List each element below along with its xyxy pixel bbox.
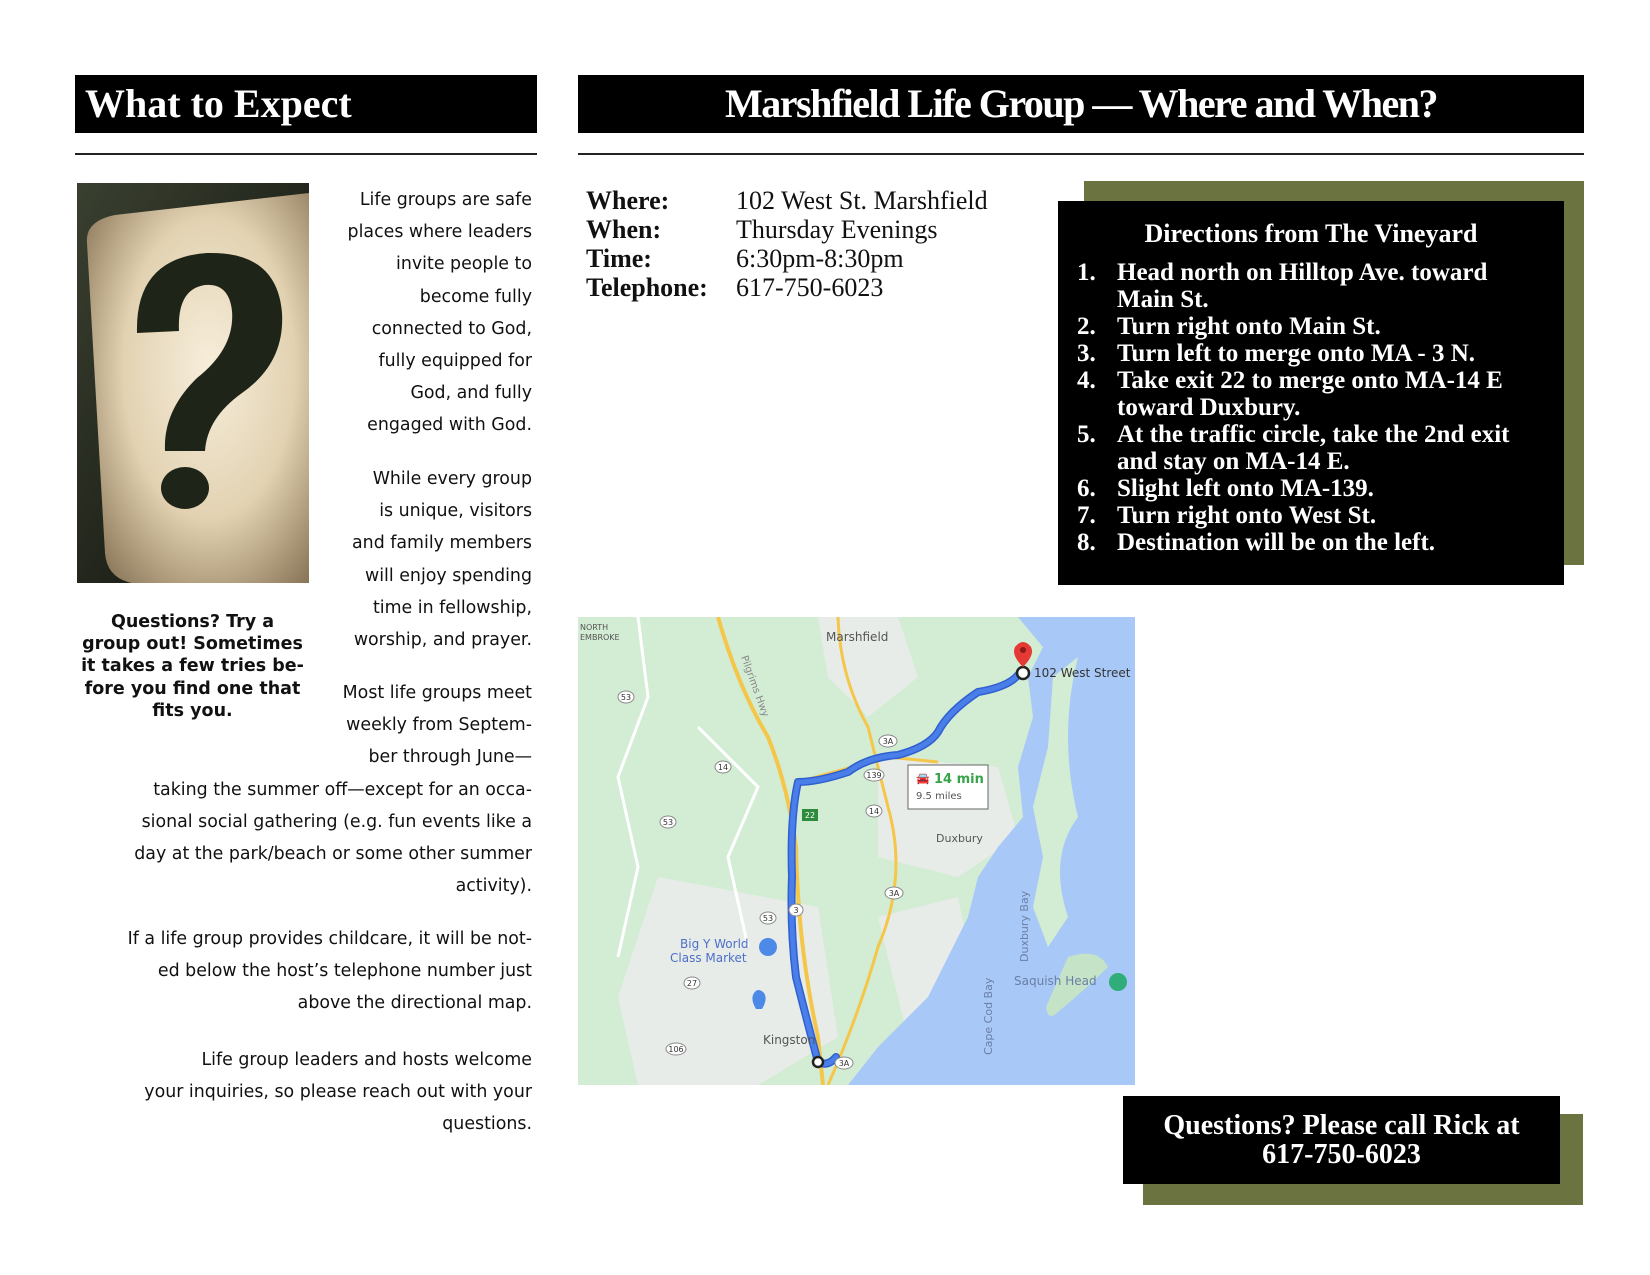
where-value: 102 West St. Marshfield xyxy=(736,186,988,215)
question-box xyxy=(1123,1096,1560,1184)
directions-list xyxy=(1077,259,1547,556)
direction-step xyxy=(1077,367,1547,421)
map-label-cape-cod-bay: Cape Cod Bay xyxy=(982,977,995,1055)
text-line: worship, and prayer. xyxy=(353,630,532,651)
where-when-header xyxy=(578,75,1584,133)
step-text: Take exit 22 to merge onto MA-14 E xyxy=(1117,367,1503,394)
step-text: Turn right onto Main St. xyxy=(1117,313,1381,340)
text-line: weekly from Septem- xyxy=(346,715,532,736)
shield-53: 53 xyxy=(620,693,632,702)
text-line: engaged with God. xyxy=(367,415,532,436)
step-number: 2. xyxy=(1077,313,1096,340)
car-icon: 🚘 xyxy=(916,772,930,785)
step-number: 8. xyxy=(1077,529,1096,556)
map-label-duxbury: Duxbury xyxy=(936,832,983,845)
what-to-expect-header xyxy=(75,75,537,133)
paragraph-2 xyxy=(317,463,532,656)
text-line: questions. xyxy=(442,1114,532,1135)
directions-box xyxy=(1058,201,1564,585)
text-line: Life groups are safe xyxy=(359,190,532,210)
map-label-saquish: Saquish Head xyxy=(1014,974,1097,988)
direction-step xyxy=(1077,421,1547,475)
shield-14: 14 xyxy=(717,763,729,772)
when-label: When: xyxy=(586,215,662,244)
text-line: day at the park/beach or some other summer xyxy=(134,844,532,865)
paragraph-3 xyxy=(72,677,532,902)
text-line: above the directional map. xyxy=(297,993,532,1014)
map-label-destination: 102 West Street xyxy=(1034,666,1131,680)
shield-3: 3 xyxy=(793,906,799,915)
step-text: At the traffic circle, take the 2nd exit xyxy=(1117,421,1510,448)
shield-53: 53 xyxy=(662,818,674,827)
map-duration: 14 min xyxy=(934,772,984,787)
shield-3a: 3A xyxy=(888,889,900,898)
step-text: Head north on Hilltop Ave. toward xyxy=(1117,259,1488,286)
text-line: places where leaders xyxy=(347,222,532,243)
text-line: ber through June— xyxy=(368,747,532,768)
shield-53: 53 xyxy=(762,914,774,923)
direction-step xyxy=(1077,313,1547,340)
shield-139: 139 xyxy=(866,771,882,780)
text-line: your inquiries, so please reach out with your xyxy=(144,1082,532,1103)
text-line: connected to God, xyxy=(371,318,532,339)
text-line: fully equipped for xyxy=(378,351,532,372)
caption-line: Questions? Try a xyxy=(110,612,275,632)
direction-step xyxy=(1077,340,1547,367)
caption-line: it takes a few tries be- xyxy=(81,656,304,677)
text-line: Life group leaders and hosts welcome xyxy=(201,1050,532,1070)
text-line: While every group xyxy=(372,469,532,489)
text-line: sional social gathering (e.g. fun events like a xyxy=(141,811,532,832)
map-label-kingston: Kingston xyxy=(763,1033,816,1047)
text-line: and family members xyxy=(352,533,532,554)
map-label-north: NORTH xyxy=(580,623,609,632)
text-line: will enjoy spending xyxy=(364,565,532,586)
question-line: Questions? Please call Rick at xyxy=(1163,1110,1520,1141)
step-text: Turn left to merge onto MA - 3 N. xyxy=(1117,340,1476,367)
question-phone: 617-750-6023 xyxy=(1262,1139,1421,1170)
where-when-title: Marshfield Life Group — Where and When? xyxy=(725,81,1437,126)
step-number: 1. xyxy=(1077,259,1096,286)
question-mark-icon xyxy=(77,183,309,583)
text-line: invite people to xyxy=(396,254,532,275)
telephone-value: 617-750-6023 xyxy=(736,273,884,302)
step-text: Main St. xyxy=(1117,286,1209,313)
shopping-cart-icon xyxy=(759,938,777,956)
text-line: God, and fully xyxy=(410,383,532,404)
step-number: 3. xyxy=(1077,340,1096,367)
when-value: Thursday Evenings xyxy=(736,215,938,244)
where-label: Where: xyxy=(586,186,670,215)
shield-14: 14 xyxy=(868,807,880,816)
text-line: If a life group provides childcare, it will be not- xyxy=(127,929,532,949)
what-to-expect-title: What to Expect xyxy=(85,81,352,126)
caption-line: fore you find one that xyxy=(84,678,301,699)
shield-106: 106 xyxy=(668,1045,684,1054)
step-number: 5. xyxy=(1077,421,1096,448)
map-label-pembroke: EMBROKE xyxy=(580,633,620,642)
shield-3a: 3A xyxy=(838,1059,850,1068)
map-label-big-y: Big Y World xyxy=(680,937,749,951)
park-icon xyxy=(1109,973,1127,991)
caption-line: fits you. xyxy=(152,700,233,721)
right-divider xyxy=(578,153,1584,155)
time-value: 6:30pm-8:30pm xyxy=(736,244,904,273)
paragraph-1 xyxy=(317,184,532,442)
origin-marker xyxy=(813,1057,823,1067)
step-text: Turn right onto West St. xyxy=(1117,502,1377,529)
shield-27: 27 xyxy=(686,979,698,988)
text-line: ed below the host’s telephone number just xyxy=(157,961,532,982)
step-text: toward Duxbury. xyxy=(1117,394,1301,421)
question-mark-photo xyxy=(77,183,309,583)
direction-step xyxy=(1077,475,1547,502)
step-text: and stay on MA-14 E. xyxy=(1117,448,1350,475)
caption-line: group out! Sometimes xyxy=(82,634,303,655)
direction-step xyxy=(1077,259,1547,313)
time-label: Time: xyxy=(586,244,652,273)
text-line: taking the summer off—except for an occa- xyxy=(153,779,532,800)
direction-step xyxy=(1077,529,1547,556)
left-divider xyxy=(75,153,537,155)
step-text: Destination will be on the left. xyxy=(1117,529,1436,556)
directions-title: Directions from The Vineyard xyxy=(1144,219,1478,248)
direction-step xyxy=(1077,502,1547,529)
text-line: activity). xyxy=(455,876,532,897)
map-label-pilgrims-hwy: Pilgrims Hwy xyxy=(738,654,771,719)
route-map[interactable] xyxy=(578,617,1135,1085)
map-label-class-market: Class Market xyxy=(670,951,747,965)
text-line: become fully xyxy=(419,286,532,307)
text-line: time in fellowship, xyxy=(372,597,532,618)
step-number: 7. xyxy=(1077,502,1096,529)
text-line: is unique, visitors xyxy=(379,501,532,522)
step-number: 6. xyxy=(1077,475,1096,502)
destination-marker xyxy=(1017,667,1029,679)
map-distance: 9.5 miles xyxy=(916,791,962,802)
exit-22-sign: 22 xyxy=(804,811,816,820)
telephone-label: Telephone: xyxy=(586,273,708,302)
step-number: 4. xyxy=(1077,367,1096,394)
paragraph-5 xyxy=(72,1044,532,1141)
step-text: Slight left onto MA-139. xyxy=(1117,475,1374,502)
text-line: Most life groups meet xyxy=(342,683,532,703)
map-label-duxbury-bay: Duxbury Bay xyxy=(1018,890,1031,962)
shield-3a: 3A xyxy=(882,737,894,746)
map-label-marshfield: Marshfield xyxy=(826,630,889,644)
paragraph-4 xyxy=(72,923,532,1020)
